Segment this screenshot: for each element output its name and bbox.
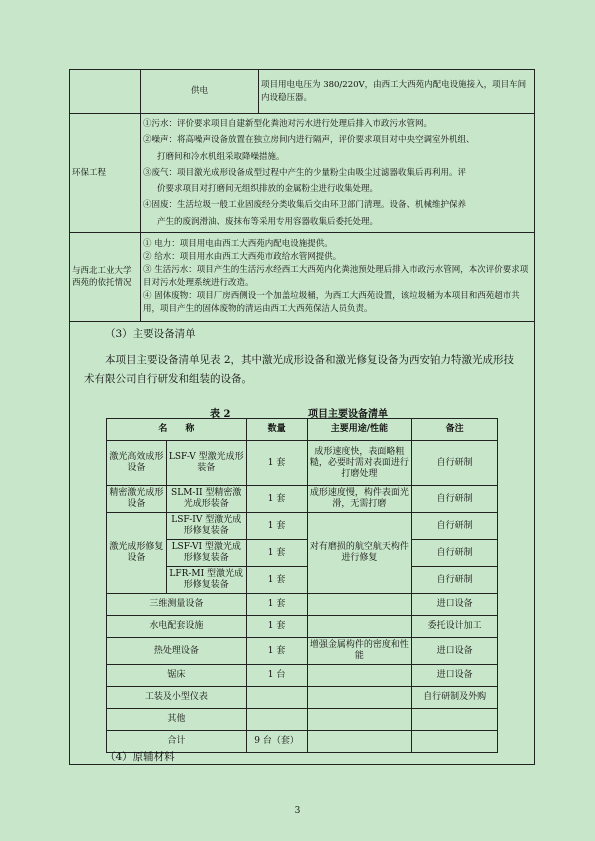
note-cell: 进口设备: [412, 594, 498, 616]
qty-cell: 1 套: [246, 486, 307, 513]
equipment-row: [107, 513, 498, 540]
table-2-title: 项目主要设备清单: [308, 409, 388, 420]
equipment-header-row: [107, 419, 498, 441]
use-cell: [307, 594, 412, 616]
env-line-1: ①污水：评价要求项目自建新型化粪池对污水进行处理后排入市政污水管网。: [143, 118, 433, 129]
note-cell: 自行研制: [412, 567, 498, 594]
name-cell: 工装及小型仪表: [107, 687, 247, 709]
project-composition-table: [69, 69, 535, 322]
equipment-row: [107, 665, 498, 687]
category-cell: 精密激光成形设备: [107, 486, 167, 513]
empty-cell: [70, 70, 141, 114]
use-cell: [307, 709, 412, 731]
model-cell: LSF-IV 型激光成形修复装备: [166, 513, 246, 540]
section-4-title: （4）原辅材料: [105, 751, 175, 763]
name-cell: 其他: [107, 709, 247, 731]
qty-cell: 1 台: [246, 665, 307, 687]
model-cell: LSF-V 型激光成形装备: [166, 441, 246, 486]
use-cell: 增强金属构件的密度和性能: [307, 638, 412, 665]
table-2-number: 表 2: [210, 409, 231, 420]
env-label: 环保工程: [70, 114, 141, 233]
name-cell: 水电配套设施: [107, 616, 247, 638]
qty-cell: 1 套: [246, 594, 307, 616]
env-line-7: 产生的废润滑油、废抹布等采用专用容器收集后委托处理。: [157, 216, 379, 227]
equipment-row: [107, 709, 498, 731]
equipment-row: [107, 441, 498, 486]
category-cell: 激光高效成形设备: [107, 441, 167, 486]
reliance-row: [70, 233, 535, 322]
env-line-6: ④固废：生活垃圾一般工业固废经分类收集后交由环卫部门清理。设备、机械维护保养: [143, 200, 467, 211]
header-use: 主要用途/性能: [307, 419, 412, 441]
power-row: [70, 70, 535, 114]
header-name: 名 称: [107, 419, 247, 441]
equipment-row: [107, 638, 498, 665]
env-line-3: 打磨间和冷水机组采取降噪措施。: [157, 151, 285, 162]
qty-cell: 1 套: [246, 513, 307, 540]
env-text: [141, 114, 535, 233]
reliance-line-3: ③ 生活污水：项目产生的生活污水经西工大西苑内化粪池预处理后排入市政污水管网，本次评价要求项目对污水处理系统进行改造。: [143, 265, 529, 288]
category-cell: 激光成形修复设备: [107, 513, 167, 594]
note-cell: 自行研制: [412, 441, 498, 486]
use-cell: [307, 616, 412, 638]
qty-cell: 1 套: [246, 540, 307, 567]
header-note: 备注: [412, 419, 498, 441]
env-row: [70, 114, 535, 233]
note-cell: 自行研制及外购: [412, 687, 498, 709]
power-text: 项目用电电压为 380/220V，由西工大西苑内配电设施接入，项目车间内设稳压器。: [259, 70, 535, 114]
section-3-title: （3）主要设备清单: [105, 328, 196, 340]
model-cell: LSF-VI 型激光成形修复装备: [166, 540, 246, 567]
qty-cell: [246, 709, 307, 731]
use-cell: [307, 665, 412, 687]
qty-cell: 1 套: [246, 441, 307, 486]
name-cell: 锯床: [107, 665, 247, 687]
note-cell: 委托设计加工: [412, 616, 498, 638]
qty-cell: [246, 687, 307, 709]
name-cell: 热处理设备: [107, 638, 247, 665]
qty-cell: 1 套: [246, 567, 307, 594]
equipment-row: [107, 616, 498, 638]
reliance-line-4: ④ 固体废物：项目厂房西侧设一个加盖垃圾桶，为西工大西苑设置，该垃圾桶为本项目和西苑超市共用，项目产生的固体废物的清运由西工大西苑保洁人员负责。: [143, 291, 520, 314]
equipment-row: [107, 687, 498, 709]
equipment-table: [106, 418, 498, 753]
note-cell: 自行研制: [412, 540, 498, 567]
use-cell: [307, 687, 412, 709]
use-cell: [307, 731, 412, 753]
reliance-line-2: ② 给水：项目用水由西工大西苑市政给水管网提供。: [143, 252, 342, 262]
env-line-4: ③废气：项目激光成形设备成型过程中产生的少量粉尘由吸尘过滤器收集后再利用。评: [143, 167, 467, 178]
note-cell: 进口设备: [412, 638, 498, 665]
note-cell: 自行研制: [412, 486, 498, 513]
reliance-line-1: ① 电力：项目用电由西工大西苑内配电设施提供。: [143, 239, 333, 249]
name-cell: 合计: [107, 731, 247, 753]
note-cell: 进口设备: [412, 665, 498, 687]
reliance-text: [141, 233, 535, 322]
section-3-body: 本项目主要设备清单见表 2，其中激光成形设备和激光修复设备为西安铂力特激光成形技术有限公司自行研发和组装的设备。: [84, 354, 515, 385]
note-cell: [412, 731, 498, 753]
qty-cell: 1 套: [246, 638, 307, 665]
model-cell: LFR-MI 型激光成形修复装备: [166, 567, 246, 594]
qty-cell: 9 台（套）: [246, 731, 307, 753]
power-label: 供电: [141, 70, 259, 114]
name-cell: 三维测量设备: [107, 594, 247, 616]
env-line-2: ②噪声：将高噪声设备放置在独立房间内进行隔声，评价要求项目对中央空调室外机组、: [143, 135, 475, 146]
equipment-row: [107, 486, 498, 513]
model-cell: SLM-II 型精密激光成形装备: [166, 486, 246, 513]
header-qty: 数量: [246, 419, 307, 441]
note-cell: [412, 709, 498, 731]
reliance-label: 与西北工业大学西苑的依托情况: [70, 233, 141, 322]
use-cell: 成形速度快，表面略粗糙，必要时需对表面进行打磨处理: [307, 441, 412, 486]
note-cell: 自行研制: [412, 513, 498, 540]
page-number: 3: [294, 806, 301, 816]
use-cell: 成形速度慢，构件表面光滑，无需打磨: [307, 486, 412, 513]
qty-cell: 1 套: [246, 616, 307, 638]
equipment-row: [107, 594, 498, 616]
env-line-5: 价要求项目对打磨间无组织排放的金属粉尘进行收集处理。: [157, 184, 379, 195]
use-cell: 对有磨损的航空航天构件进行修复: [307, 513, 412, 594]
